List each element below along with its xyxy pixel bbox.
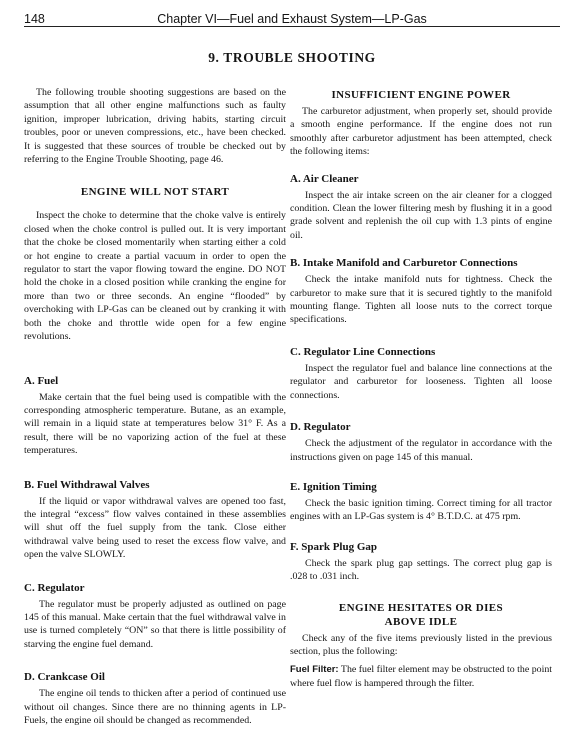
page-header	[24, 6, 560, 26]
right-regulator-text: Check the adjustment of the regulator in accordance with the instructions given on page 145 of this manual.	[290, 438, 552, 463]
fuel-filter-label: Fuel Filter:	[290, 664, 339, 676]
regulator-text: The regulator must be properly adjusted as outlined on page 145 of this manual. Make certain that the fuel withdrawal valve in use is turned completely “ON” so that there is little possibility of starving the engine fuel demand.	[24, 598, 286, 650]
crankcase-oil-text: The engine oil tends to thicken after a period of continued use without oil changes. Since there are no thinning agents in LP-Fuels, the engine oil should be changed as recommended.	[24, 688, 286, 726]
regulator-lines-text: Inspect the regulator fuel and balance line connections at the regulator and carburetor for looseness. Tighten all loose connections.	[290, 362, 552, 401]
left-column	[24, 86, 286, 727]
air-cleaner-heading: A. Air Cleaner	[290, 172, 359, 185]
crankcase-oil-heading: D. Crankcase Oil	[24, 671, 105, 684]
section-title: 9. TROUBLE SHOOTING	[208, 50, 376, 65]
engine-will-not-start-heading: ENGINE WILL NOT START	[80, 186, 230, 199]
right-column	[290, 88, 552, 690]
fuel-filter-text: The fuel filter element may be obstructed to the point where fuel flow is hampered through the filter.	[290, 664, 552, 689]
spark-plug-gap-heading: F. Spark Plug Gap	[290, 540, 378, 553]
fuel-text: Make certain that the fuel being used is compatible with the corresponding atmospheric temperature. Butane, as an example, will remain in a liquid state at temperatures below 31° F. As a result, there will be no vaporizing action of the fuel at these temperatures.	[24, 391, 286, 457]
ignition-timing-text: Check the basic ignition timing. Correct timing for all tractor engines with an LP-Gas system is 4° B.T.D.C. at 475 rpm.	[290, 497, 552, 523]
header-rule	[24, 26, 560, 27]
fuel-filter-paragraph	[290, 663, 552, 690]
fuel-withdrawal-heading: B. Fuel Withdrawal Valves	[24, 478, 150, 491]
right-regulator-heading: D. Regulator	[290, 421, 351, 434]
intake-manifold-heading: B. Intake Manifold and Carburetor Connections	[290, 257, 518, 270]
regulator-heading: C. Regulator	[24, 581, 85, 594]
intro-paragraph: The following trouble shooting suggestions are based on the assumption that all other engine malfunctions such as faulty ignition, improper lubrication, driving habits, starting circuit troubles, poor or uneven compressions, etc., have been checked. It is suggested that these sources of trouble be checked out by referring to the Engine Trouble Shooting, page 46.	[24, 87, 286, 166]
ignition-timing-heading: E. Ignition Timing	[290, 480, 377, 493]
page-number: 148	[24, 12, 45, 26]
running-title: Chapter VI—Fuel and Exhaust System—LP-Gas	[157, 12, 427, 26]
hesitates-heading-line2: ABOVE IDLE	[384, 615, 458, 628]
air-cleaner-text: Inspect the air intake screen on the air cleaner for a clogged condition. Clean the lower filtering mesh by flushing it in a good grade solvent and replenish the oil cup with 1.3 pints of engine oil.	[290, 189, 552, 241]
regulator-lines-heading: C. Regulator Line Connections	[290, 345, 436, 358]
insufficient-power-text: The carburetor adjustment, when properly set, should provide a smooth engine performance. If the engine does not run smoothly after carburetor adjustment has been attempted, check the following items:	[290, 106, 552, 158]
insufficient-power-heading: INSUFFICIENT ENGINE POWER	[331, 89, 511, 101]
hesitates-text: Check any of the five items previously listed in the previous section, plus the following:	[290, 632, 552, 657]
intake-manifold-text: Check the intake manifold nuts for tightness. Check the carburetor to make sure that it is secured tightly to the manifold mounting flange. Tighten all loose nuts to the correct torque specifications.	[290, 274, 552, 326]
fuel-withdrawal-text: If the liquid or vapor withdrawal valves are opened too fast, the integral “excess” flow valves contained in these assemblies will shut off the fuel supply from the tank. Close either withdrawal valve being used to reset the excess flow valve, and open the valve SLOWLY.	[24, 495, 286, 561]
engine-will-not-start-text: Inspect the choke to determine that the choke valve is entirely closed when the choke control is pulled out. It is very important that the choke be closed momentarily when starting either a cold or hot engine to create a partial vacuum in order to open the regulator to start the vapor flowing toward the engine. DO NOT hold the choke in a closed position while cranking the engine for more than two or three seconds. An engine “flooded” by overchoking with LP-Gas can be cleaned out by cranking it with both the choke and throttle wide open for a few engine revolutions.	[24, 210, 286, 343]
spark-plug-gap-text: Check the spark plug gap settings. The correct plug gap is .028 to .031 inch.	[290, 557, 552, 583]
hesitates-heading-line1: ENGINE HESITATES OR DIES	[338, 601, 504, 614]
fuel-heading: A. Fuel	[24, 374, 59, 387]
